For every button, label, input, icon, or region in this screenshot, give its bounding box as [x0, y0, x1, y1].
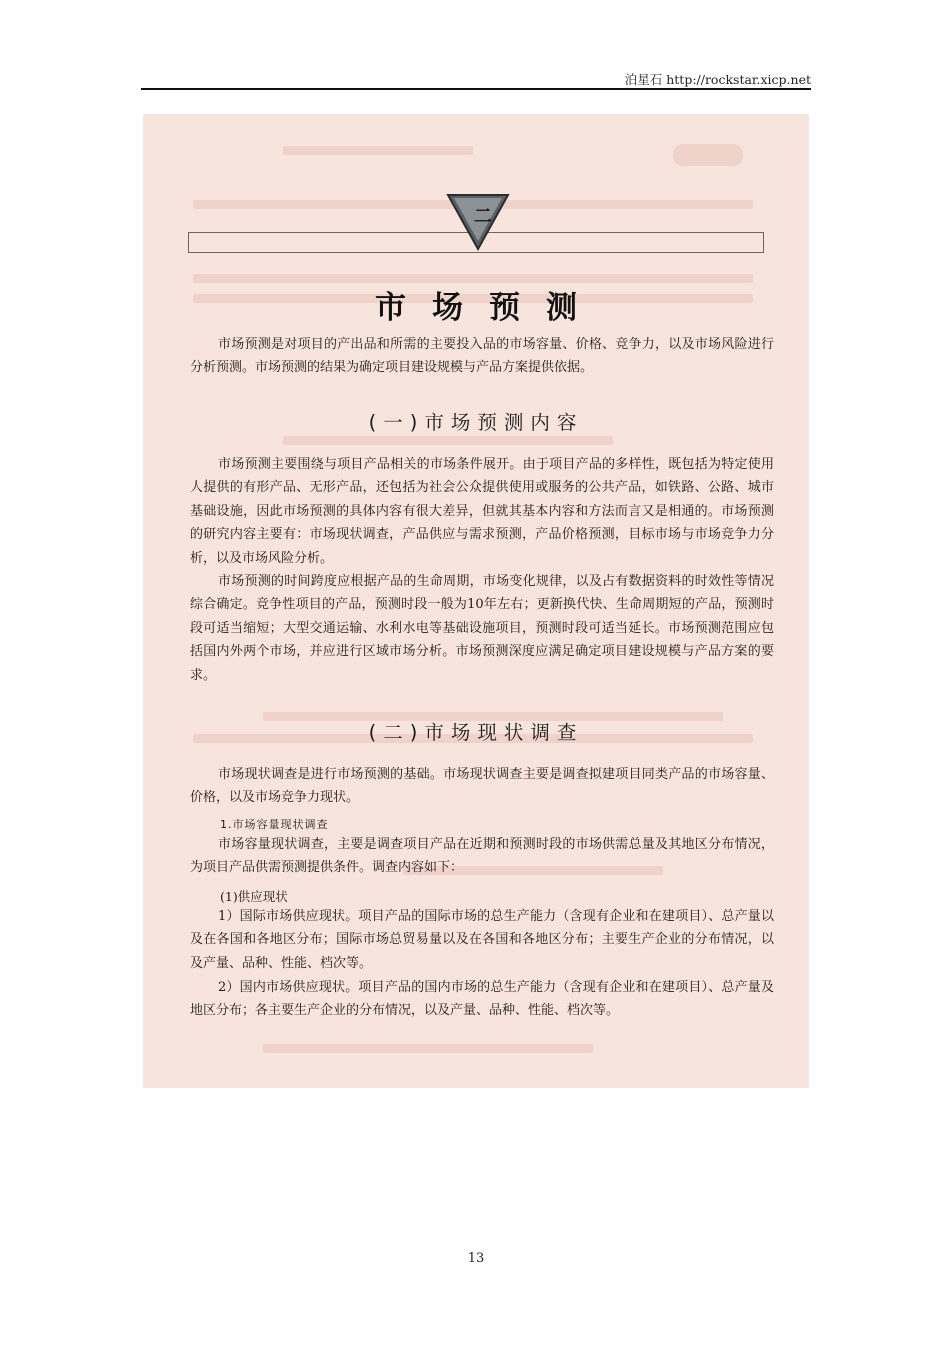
- bleed-through-mark: [283, 146, 473, 155]
- page-number: 13: [467, 1251, 485, 1266]
- scanned-page-image: [143, 114, 809, 1088]
- header-rule: [141, 88, 811, 90]
- intro-paragraph: 市场预测是对项目的产出品和所需的主要投入品的市场容量、价格、竞争力，以及市场风险进行分析预测。市场预测的结果为确定项目建设规模与产品方案提供依据。: [190, 337, 774, 376]
- supply-item-1: 1）国际市场供应现状。项目产品的国际市场的总生产能力（含现有企业和在建项目）、总产量以及在各国和各地区分布；国际市场总贸易量以及在各国和各地区分布；主要生产企业的分布情况，以及产量、品种、性能、档次等。: [190, 909, 774, 971]
- header-site-text: 泊星石 http://rockstar.xicp.net: [624, 72, 811, 87]
- section2-intro-paragraph: 市场现状调查是进行市场预测的基础。市场现状调查主要是调查拟建项目同类产品的市场容量、价格，以及市场竞争力现状。: [190, 767, 774, 806]
- section1-heading: (一)市场预测内容: [368, 411, 584, 434]
- bleed-through-mark: [283, 436, 613, 445]
- bleed-through-mark: [263, 1044, 593, 1053]
- section2-heading: (二)市场现状调查: [368, 721, 584, 744]
- subsection-title: 1.市场容量现状调查: [220, 818, 329, 831]
- section1-paragraph-1: 市场预测主要围绕与项目产品相关的市场条件展开。由于项目产品的多样性，既包括为特定使用人提供的有形产品、无形产品，还包括为社会公众提供使用或服务的公共产品，如铁路、公路、城市基础设施，因此市场预测的具体内容有很大差异，但就其基本内容和方法而言又是相通的。市场预测的研究内容主要有：市场现状调查，产品供应与需求预测，产品价格预测，目标市场与市场竞争力分析，以及市场风险分析。: [190, 457, 774, 566]
- supply-item-2: 2）国内市场供应现状。项目产品的国内市场的总生产能力（含现有企业和在建项目）、总产量及地区分布；各主要生产企业的分布情况，以及产量、品种、性能、档次等。: [190, 980, 774, 1019]
- chapter-number: 二: [474, 206, 492, 227]
- subsection-paragraph: 市场容量现状调查，主要是调查项目产品在近期和预测时段的市场供需总量及其地区分布情况，为项目产品供需预测提供条件。调查内容如下：: [190, 837, 774, 876]
- chapter-title: 市场预测: [375, 290, 603, 326]
- section1-paragraph-2: 市场预测的时间跨度应根据产品的生命周期，市场变化规律，以及占有数据资料的时效性等情况综合确定。竞争性项目的产品，预测时段一般为10年左右；更新换代快、生命周期短的产品，预测时段可适当缩短；大型交通运输、水利水电等基础设施项目，预测时段可适当延长。市场预测范围应包括国内外两个市场，并应进行区域市场分析。市场预测深度应满足确定项目建设规模与产品方案的要求。: [190, 574, 774, 683]
- bleed-through-mark: [673, 144, 743, 166]
- supply-heading: (1)供应现状: [220, 889, 288, 904]
